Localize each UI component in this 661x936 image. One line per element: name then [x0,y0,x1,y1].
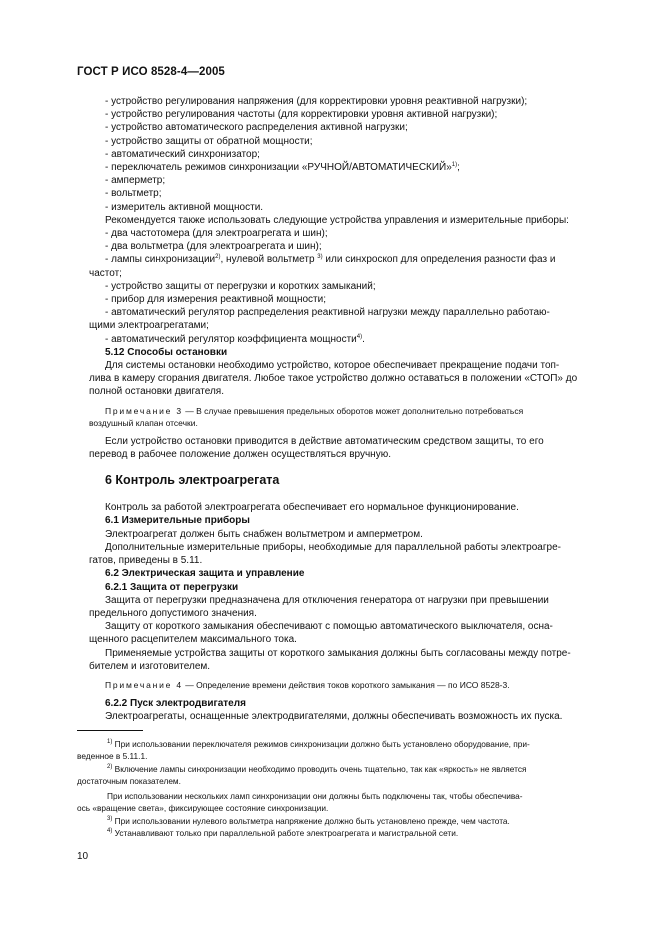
section-heading: 6 Контроль электроагрегата [105,473,280,488]
paragraph: Защиту от короткого замыкания обеспечивают с помощью автоматического выключателя, осна- [105,621,553,633]
paragraph: Контроль за работой электроагрегата обеспечивает его нормальное функционирование. [105,502,519,514]
list-item-text: или синхроскоп для определения разности фаз и [325,254,556,266]
list-item: - прибор для измерения реактивной мощности; [105,294,326,306]
subsection-heading: 6.2 Электрическая защита и управление [105,568,305,580]
footnote-continuation: ось «вращение света», фиксирующее состояние синхронизации. [77,803,329,814]
footnote [77,738,613,750]
footnote-continuation: веденное в 5.11.1. [77,751,148,762]
footnote-number: 1) [107,739,113,745]
note-text: — В случае превышения предельных оборотов может дополнительно потребоваться [182,405,524,416]
list-item: - автоматический регулятор распределения реактивной нагрузки между параллельно работаю- [105,307,550,319]
list-item-text: - автоматический регулятор коэффициента мощности [105,333,357,345]
list-item [89,253,613,266]
subsection-heading: 6.2.2 Пуск электродвигателя [105,697,246,709]
footnote [77,827,613,839]
list-item-text: - лампы синхронизации [105,254,216,266]
paragraph: Дополнительные измерительные приборы, необходимые для параллельной работы электроагре- [105,541,561,553]
list-item: - устройство регулирования частоты (для корректировки уровня активной нагрузки); [105,109,498,121]
footnote-continuation: достаточным показателем. [77,775,181,786]
list-item-text: , нулевой вольтметр [220,254,315,266]
footnote-ref: 1) [451,162,458,169]
list-item: - два вольтметра (для электроагрегата и шин); [105,241,322,253]
paragraph: Защита от перегрузки предназначена для отключения генератора от нагрузки при превышении [105,594,549,606]
subsection-heading: 6.2.1 Защита от перегрузки [105,581,239,593]
list-item: - вольтметр; [105,188,162,200]
footnote-number: 2) [107,763,113,770]
paragraph: Электроагрегаты, оснащенные электродвигателями, должны обеспечивать возможность их пуска. [105,711,563,723]
list-item: - амперметр; [105,175,166,187]
list-item: - устройство автоматического распределения активной нагрузки; [105,122,408,134]
list-item: - два частотомера (для электроагрегата и шин); [105,228,328,240]
list-item: - устройство защиты от обратной мощности; [105,135,313,147]
footnote-text: При использовании переключателя режимов синхронизации должно быть установлено оборудование, при- [114,739,530,749]
paragraph: Применяемые устройства защиты от короткого замыкания должны быть согласованы между потре- [105,647,571,659]
note-label: Примечание 4 [105,679,183,690]
list-item [89,333,613,346]
list-item: - измеритель активной мощности. [105,201,264,213]
footnote-number: 3) [107,815,113,822]
list-item: - автоматический синхронизатор; [105,148,260,160]
paragraph: Если устройство остановки приводится в действие автоматическим средством защиты, то его [105,435,544,447]
footnote-text: При использовании нулевого вольтметра напряжение должно быть установлено прежде, чем частота. [114,815,510,826]
list-item: - устройство защиты от перегрузки и коротких замыканий; [105,280,376,292]
note [89,679,613,691]
footnote-text: Устанавливают только при параллельной работе электроагрегата и магистральной сети. [114,828,459,839]
footnote-number: 4) [107,828,113,835]
subsection-heading: 5.12 Способы остановки [105,346,228,358]
footnote-divider [77,730,143,731]
paragraph: Для системы остановки необходимо устройство, которое обеспечивает прекращение подачи топ- [105,360,560,372]
list-item-tail: . [362,333,365,345]
list-item-continuation: щими электроагрегатами; [89,320,209,332]
main-content [89,95,613,723]
footnote-ref: 3) [317,254,323,261]
paragraph: предельного допустимого значения. [89,607,257,619]
subsection-heading: 6.1 Измерительные приборы [105,515,250,527]
list-item: - устройство регулирования напряжения (для корректировки уровня реактивной нагрузки); [105,96,528,107]
note-text: воздушный клапан отсечки. [89,417,198,428]
paragraph: полной остановки двигателя. [89,386,224,398]
list-item-tail: ; [457,162,460,174]
note [89,405,613,429]
paragraph: Рекомендуется также использовать следующие устройства управления и измерительные приборы: [105,214,569,226]
paragraph: щенного расцепителем максимального тока. [89,634,297,646]
list-item [89,161,613,174]
note-text: — Определение времени действия токов короткого замыкания — по ИСО 8528-3. [182,679,510,690]
footnote-ref: 2) [215,254,221,261]
footnote-continuation: При использовании нескольких ламп синхронизации они должны быть подключены так, чтобы обеспечива- [107,791,523,802]
footnote [77,815,613,827]
footnotes [77,738,613,839]
page-number: 10 [77,851,89,862]
paragraph: перевод в рабочее положение должен осуществляться вручную. [89,448,391,460]
page-header-title: ГОСТ Р ИСО 8528-4—2005 [77,66,225,78]
footnote-text: Включение лампы синхронизации необходимо проводить очень тщательно, так как «яркость» не является [114,763,527,774]
list-item-continuation: частот; [89,267,122,279]
paragraph: гатов, приведены в 5.11. [89,555,203,567]
paragraph: Электроагрегат должен быть снабжен вольтметром и амперметром. [105,528,423,540]
note-label: Примечание 3 [105,405,183,416]
footnote-ref: 4) [356,333,363,340]
list-item-text: - переключатель режимов синхронизации «РУЧНОЙ/АВТОМАТИЧЕСКИЙ» [105,162,452,174]
paragraph: бителем и изготовителем. [89,660,211,672]
footnote [77,763,613,775]
paragraph: лива в камеру сгорания двигателя. Любое такое устройство должно оставаться в положении «СТОП» до [89,373,578,385]
